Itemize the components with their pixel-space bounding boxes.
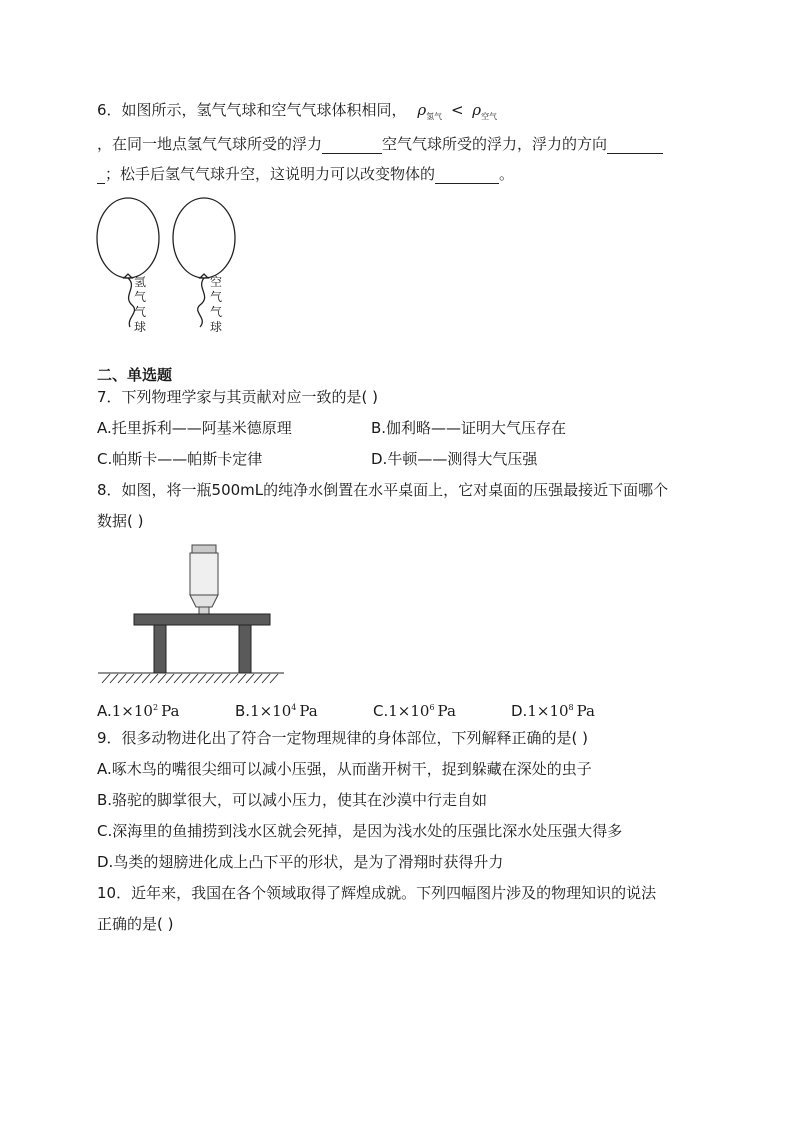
q6-line1 xyxy=(97,100,497,127)
q8-stem-line2: 数据( ) xyxy=(97,512,144,530)
balloons-figure xyxy=(92,192,252,352)
q9-option-c[interactable]: C.深海里的鱼捕捞到浅水区就会死掉，是因为浅水处的压强比深水处压强大得多 xyxy=(97,822,623,840)
q9-option-d[interactable]: D.鸟类的翅膀进化成上凸下平的形状，是为了滑翔时获得升力 xyxy=(97,853,504,871)
ground xyxy=(98,673,284,683)
inverted-water-bottle xyxy=(190,545,218,614)
answer-blank-1[interactable] xyxy=(322,137,382,154)
q6-stem-text: 6．如图所示，氢气气球和空气气球体积相同， xyxy=(97,101,407,119)
rho-air: $\rho_{空气}$ xyxy=(472,101,498,121)
q8-stem-line1: 8．如图，将一瓶500mL的纯净水倒置在水平桌面上，它对桌面的压强最接近下面哪个 xyxy=(97,481,669,499)
q7-option-a[interactable]: A.托里拆利——阿基米德原理 xyxy=(97,419,292,437)
q8-option-c[interactable]: $C.1\times 10^6$ Pa xyxy=(373,702,456,720)
q6-line3-text-a: ；松手后氢气气球升空，这说明力可以改变物体的 xyxy=(105,165,436,183)
hydrogen-balloon xyxy=(97,198,159,327)
q9-option-a[interactable]: A.啄木鸟的嘴很尖细可以减小压强，从而凿开树干，捉到躲藏在深处的虫子 xyxy=(97,760,592,778)
q8-option-d[interactable]: $D.1\times 10^8$ Pa xyxy=(511,702,595,720)
bottle-table-figure xyxy=(96,537,286,687)
q6-line3 xyxy=(97,164,514,184)
hydrogen-balloon-label: 氢 气 气 球 xyxy=(133,275,146,334)
air-balloon xyxy=(173,198,235,327)
air-balloon-label: 空 气 气 球 xyxy=(209,275,222,334)
q7-option-c[interactable]: C.帕斯卡——帕斯卡定律 xyxy=(97,450,263,468)
q10-stem-line1: 10．近年来，我国在各个领域取得了辉煌成就。下列四幅图片涉及的物理知识的说法 xyxy=(97,884,657,902)
section-title: 二、单选题 xyxy=(97,366,173,384)
rho-hydrogen: $\rho_{氢气}$ xyxy=(417,101,443,121)
answer-blank-3[interactable] xyxy=(435,167,499,184)
q9-option-b[interactable]: B.骆驼的脚掌很大，可以减小压力，使其在沙漠中行走自如 xyxy=(97,791,488,809)
q7-option-b[interactable]: B.伽利略——证明大气压存在 xyxy=(371,419,567,437)
q8-option-a[interactable]: $A.1\times 10^2$ Pa xyxy=(97,702,180,720)
q6-line3-text-b: 。 xyxy=(499,165,515,183)
answer-blank-2[interactable] xyxy=(607,137,663,154)
q9-stem: 9．很多动物进化出了符合一定物理规律的身体部位，下列解释正确的是( ) xyxy=(97,729,589,747)
q8-option-b[interactable]: $B.1\times 10^4$ Pa xyxy=(235,702,318,720)
table xyxy=(134,614,270,673)
less-than-sign: < xyxy=(450,101,464,119)
q6-line2 xyxy=(97,134,663,154)
q10-stem-line2: 正确的是( ) xyxy=(97,915,174,933)
q6-line2-text-a: ，在同一地点氢气气球所受的浮力 xyxy=(97,135,323,153)
q7-option-d[interactable]: D.牛顿——测得大气压强 xyxy=(371,450,538,468)
answer-blank-2-cont[interactable] xyxy=(97,167,105,184)
q6-line2-text-b: 空气气球所受的浮力，浮力的方向 xyxy=(382,135,608,153)
q7-stem: 7．下列物理学家与其贡献对应一致的是( ) xyxy=(97,388,379,406)
